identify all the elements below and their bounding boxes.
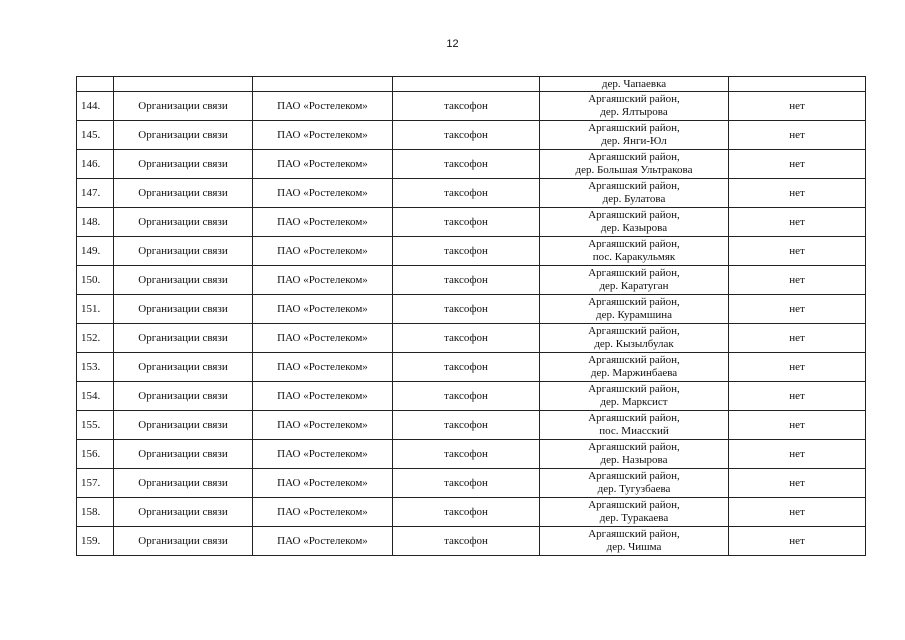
cell-value: нет bbox=[729, 208, 866, 237]
cell-object bbox=[393, 77, 540, 92]
cell-location bbox=[540, 237, 729, 266]
cell-object: таксофон bbox=[393, 469, 540, 498]
location-line-settlement: пос. Каракульмяк bbox=[592, 251, 676, 263]
cell-value: нет bbox=[729, 382, 866, 411]
table-row bbox=[77, 208, 866, 237]
table-row bbox=[77, 527, 866, 556]
cell-object: таксофон bbox=[393, 266, 540, 295]
cell-object: таксофон bbox=[393, 411, 540, 440]
table-body bbox=[77, 77, 866, 556]
location-line-district: Аргаяшский район, bbox=[588, 354, 680, 366]
cell-number: 149. bbox=[77, 237, 114, 266]
cell-location bbox=[540, 411, 729, 440]
cell-organization: ПАО «Ростелеком» bbox=[253, 121, 393, 150]
location-line-district: Аргаяшский район, bbox=[588, 499, 680, 511]
cell-number: 145. bbox=[77, 121, 114, 150]
cell-organization: ПАО «Ростелеком» bbox=[253, 440, 393, 469]
location-line-settlement: дер. Каратуган bbox=[599, 280, 669, 292]
cell-value: нет bbox=[729, 237, 866, 266]
cell-number: 146. bbox=[77, 150, 114, 179]
cell-organization: ПАО «Ростелеком» bbox=[253, 150, 393, 179]
cell-category: Организации связи bbox=[114, 237, 253, 266]
location-line-settlement: дер. Назырова bbox=[600, 454, 668, 466]
table-row-continuation bbox=[77, 77, 866, 92]
cell-category: Организации связи bbox=[114, 353, 253, 382]
cell-category: Организации связи bbox=[114, 382, 253, 411]
cell-object: таксофон bbox=[393, 121, 540, 150]
cell-location bbox=[540, 295, 729, 324]
location-line-settlement: дер. Большая Ультракова bbox=[575, 164, 693, 176]
cell-object: таксофон bbox=[393, 150, 540, 179]
table-row bbox=[77, 266, 866, 295]
cell-object: таксофон bbox=[393, 440, 540, 469]
cell-value: нет bbox=[729, 527, 866, 556]
cell-value: нет bbox=[729, 179, 866, 208]
cell-number: 151. bbox=[77, 295, 114, 324]
location-line-settlement: дер. Янги-Юл bbox=[601, 135, 667, 147]
cell-organization: ПАО «Ростелеком» bbox=[253, 266, 393, 295]
cell-number: 147. bbox=[77, 179, 114, 208]
cell-organization bbox=[253, 77, 393, 92]
cell-organization: ПАО «Ростелеком» bbox=[253, 237, 393, 266]
cell-number: 157. bbox=[77, 469, 114, 498]
table-row bbox=[77, 295, 866, 324]
cell-object: таксофон bbox=[393, 498, 540, 527]
cell-location bbox=[540, 527, 729, 556]
table-row bbox=[77, 353, 866, 382]
payphone-table bbox=[76, 76, 866, 556]
cell-location bbox=[540, 266, 729, 295]
cell-location bbox=[540, 92, 729, 121]
location-line-settlement: дер. Марксист bbox=[600, 396, 668, 408]
cell-value: нет bbox=[729, 353, 866, 382]
cell-organization: ПАО «Ростелеком» bbox=[253, 208, 393, 237]
table-row bbox=[77, 179, 866, 208]
cell-object: таксофон bbox=[393, 353, 540, 382]
cell-category: Организации связи bbox=[114, 150, 253, 179]
cell-object: таксофон bbox=[393, 295, 540, 324]
cell-object: таксофон bbox=[393, 179, 540, 208]
location-line-district: Аргаяшский район, bbox=[588, 383, 680, 395]
table-row bbox=[77, 237, 866, 266]
cell-number: 148. bbox=[77, 208, 114, 237]
location-line-settlement: дер. Булатова bbox=[602, 193, 666, 205]
cell-value: нет bbox=[729, 266, 866, 295]
cell-object: таксофон bbox=[393, 92, 540, 121]
location-line-settlement: дер. Казырова bbox=[600, 222, 668, 234]
table-row bbox=[77, 498, 866, 527]
location-line-district: Аргаяшский район, bbox=[588, 267, 680, 279]
cell-value: нет bbox=[729, 121, 866, 150]
cell-organization: ПАО «Ростелеком» bbox=[253, 92, 393, 121]
cell-value: нет bbox=[729, 469, 866, 498]
cell-organization: ПАО «Ростелеком» bbox=[253, 324, 393, 353]
cell-number: 155. bbox=[77, 411, 114, 440]
cell-category: Организации связи bbox=[114, 121, 253, 150]
cell-category: Организации связи bbox=[114, 208, 253, 237]
cell-category: Организации связи bbox=[114, 411, 253, 440]
table-row bbox=[77, 440, 866, 469]
location-line-district: Аргаяшский район, bbox=[588, 238, 680, 250]
cell-number: 156. bbox=[77, 440, 114, 469]
cell-organization: ПАО «Ростелеком» bbox=[253, 527, 393, 556]
location-line-district: Аргаяшский район, bbox=[588, 470, 680, 482]
location-line-settlement: дер. Ялтырова bbox=[600, 106, 668, 118]
cell-location bbox=[540, 498, 729, 527]
cell-location bbox=[540, 440, 729, 469]
location-line-district: Аргаяшский район, bbox=[588, 528, 680, 540]
cell-value: нет bbox=[729, 411, 866, 440]
cell-number: 159. bbox=[77, 527, 114, 556]
cell-number: 144. bbox=[77, 92, 114, 121]
location-line-settlement: дер. Тугузбаева bbox=[597, 483, 671, 495]
cell-value: нет bbox=[729, 498, 866, 527]
location-line-district: Аргаяшский район, bbox=[588, 325, 680, 337]
page-number: 12 bbox=[446, 38, 459, 50]
cell-category: Организации связи bbox=[114, 179, 253, 208]
cell-location bbox=[540, 469, 729, 498]
cell-value: нет bbox=[729, 324, 866, 353]
location-line-district: Аргаяшский район, bbox=[588, 209, 680, 221]
location-line-settlement: дер. Туракаева bbox=[599, 512, 669, 524]
table-row bbox=[77, 324, 866, 353]
cell-location bbox=[540, 121, 729, 150]
cell-object: таксофон bbox=[393, 324, 540, 353]
cell-object: таксофон bbox=[393, 237, 540, 266]
table-row bbox=[77, 411, 866, 440]
location-line-district: Аргаяшский район, bbox=[588, 412, 680, 424]
location-line-settlement: дер. Кызылбулак bbox=[594, 338, 674, 350]
cell-location bbox=[540, 179, 729, 208]
cell-category: Организации связи bbox=[114, 266, 253, 295]
cell-object: таксофон bbox=[393, 527, 540, 556]
cell-number: 158. bbox=[77, 498, 114, 527]
cell-category: Организации связи bbox=[114, 324, 253, 353]
table-row bbox=[77, 382, 866, 411]
cell-organization: ПАО «Ростелеком» bbox=[253, 411, 393, 440]
cell-location bbox=[540, 208, 729, 237]
location-line-district: Аргаяшский район, bbox=[588, 122, 680, 134]
location-line-settlement: дер. Курамшина bbox=[596, 309, 672, 321]
location-line-settlement: дер. Маржинбаева bbox=[590, 367, 678, 379]
location-line-district: Аргаяшский район, bbox=[588, 180, 680, 192]
cell-organization: ПАО «Ростелеком» bbox=[253, 469, 393, 498]
cell-value: нет bbox=[729, 440, 866, 469]
cell-organization: ПАО «Ростелеком» bbox=[253, 179, 393, 208]
cell-category: Организации связи bbox=[114, 498, 253, 527]
cell-location bbox=[540, 324, 729, 353]
cell-location bbox=[540, 150, 729, 179]
cell-category: Организации связи bbox=[114, 92, 253, 121]
cell-category bbox=[114, 77, 253, 92]
cell-category: Организации связи bbox=[114, 527, 253, 556]
location-line-district: Аргаяшский район, bbox=[588, 93, 680, 105]
table-row bbox=[77, 150, 866, 179]
cell-category: Организации связи bbox=[114, 469, 253, 498]
cell-number: 153. bbox=[77, 353, 114, 382]
location-line-district: Аргаяшский район, bbox=[588, 296, 680, 308]
location-line-district: Аргаяшский район, bbox=[588, 441, 680, 453]
cell-organization: ПАО «Ростелеком» bbox=[253, 353, 393, 382]
cell-object: таксофон bbox=[393, 382, 540, 411]
cell-location bbox=[540, 353, 729, 382]
table-row bbox=[77, 121, 866, 150]
location-line-settlement: пос. Миасский bbox=[599, 425, 669, 437]
location-line-district: Аргаяшский район, bbox=[588, 151, 680, 163]
cell-location bbox=[540, 382, 729, 411]
table-row bbox=[77, 469, 866, 498]
cell-value: нет bbox=[729, 92, 866, 121]
cell-location: дер. Чапаевка bbox=[540, 77, 729, 92]
table-row bbox=[77, 92, 866, 121]
cell-organization: ПАО «Ростелеком» bbox=[253, 295, 393, 324]
cell-value: нет bbox=[729, 295, 866, 324]
cell-number: 154. bbox=[77, 382, 114, 411]
cell-number bbox=[77, 77, 114, 92]
cell-organization: ПАО «Ростелеком» bbox=[253, 498, 393, 527]
cell-number: 150. bbox=[77, 266, 114, 295]
cell-number: 152. bbox=[77, 324, 114, 353]
cell-category: Организации связи bbox=[114, 440, 253, 469]
cell-value bbox=[729, 77, 866, 92]
cell-object: таксофон bbox=[393, 208, 540, 237]
location-line-settlement: дер. Чишма bbox=[606, 541, 662, 553]
cell-organization: ПАО «Ростелеком» bbox=[253, 382, 393, 411]
cell-value: нет bbox=[729, 150, 866, 179]
cell-category: Организации связи bbox=[114, 295, 253, 324]
